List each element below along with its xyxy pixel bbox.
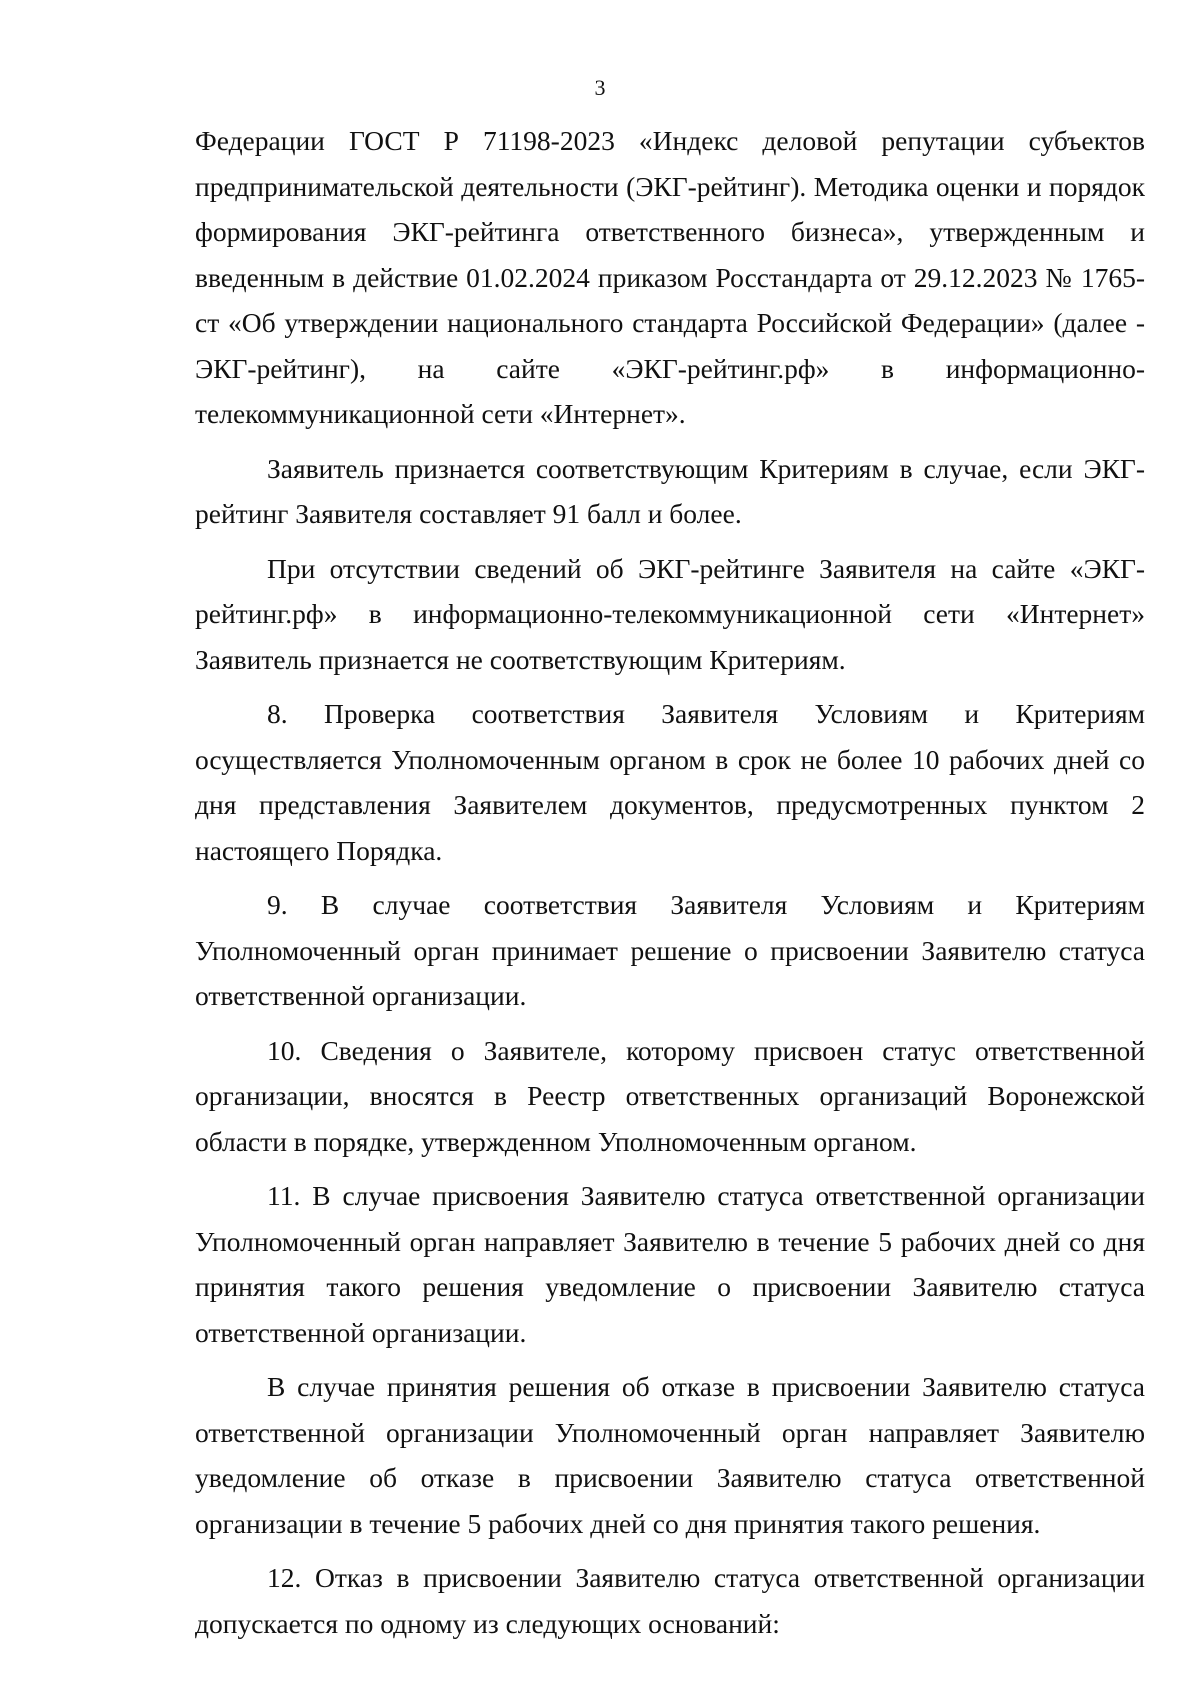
paragraph-item-11: 11. В случае присвоения Заявителю статуса ответственной организации Уполномоченный орган направляет Заявителю в течение 5 рабочих дней со дня принятия такого решения уведомление о присвоении Заявителю статуса ответственной организации. — [195, 1180, 1145, 1348]
paragraph-no-rating: При отсутствии сведений об ЭКГ-рейтинге Заявителя на сайте «ЭКГ-рейтинг.рф» в информационно-телекоммуникационной сети «Интернет» Заявитель признается не соответствующим Критериям. — [195, 552, 1145, 675]
page-number: 3 — [594, 75, 606, 100]
paragraph-refusal-notice: В случае принятия решения об отказе в присвоении Заявителю статуса ответственной организации Уполномоченный орган направляет Заявителю уведомление об отказе в присвоении Заявителю статуса ответственной организации в течение 5 рабочих дней со дня принятия такого решения. — [195, 1371, 1145, 1539]
paragraph-item-10: 10. Сведения о Заявителе, которому присвоен статус ответственной организации, вносятся в Реестр ответственных организаций Воронежской области в порядке, утвержденном Уполномоченным органом. — [195, 1034, 1145, 1157]
paragraph-item-9: 9. В случае соответствия Заявителя Условиям и Критериям Уполномоченный орган принимает решение о присвоении Заявителю статуса ответственной организации. — [195, 889, 1145, 1011]
paragraph-criteria-compliance: Заявитель признается соответствующим Критериям в случае, если ЭКГ-рейтинг Заявителя составляет 91 балл и более. — [195, 452, 1145, 529]
paragraph-item-8: 8. Проверка соответствия Заявителя Условиям и Критериям осуществляется Уполномоченным органом в срок не более 10 рабочих дней со дня представления Заявителем документов, предусмотренных пунктом 2 настоящего Порядка. — [195, 698, 1145, 866]
paragraph-item-12: 12. Отказ в присвоении Заявителю статуса ответственной организации допускается по одному из следующих оснований: — [195, 1562, 1145, 1639]
paragraph-continuation: Федерации ГОСТ Р 71198-2023 «Индекс деловой репутации субъектов предпринимательской деятельности (ЭКГ-рейтинг). Методика оценки и порядок формирования ЭКГ-рейтинга ответственного бизнеса», утвержденным и введенным в действие 01.02.2024 приказом Росстандарта от 29.12.2023 № 1765-ст «Об утверждении национального стандарта Российской Федерации» (далее - ЭКГ-рейтинг), на сайте «ЭКГ-рейтинг.рф» в информационно-телекоммуникационной сети «Интернет». — [195, 125, 1145, 429]
document-body — [195, 118, 1145, 1646]
